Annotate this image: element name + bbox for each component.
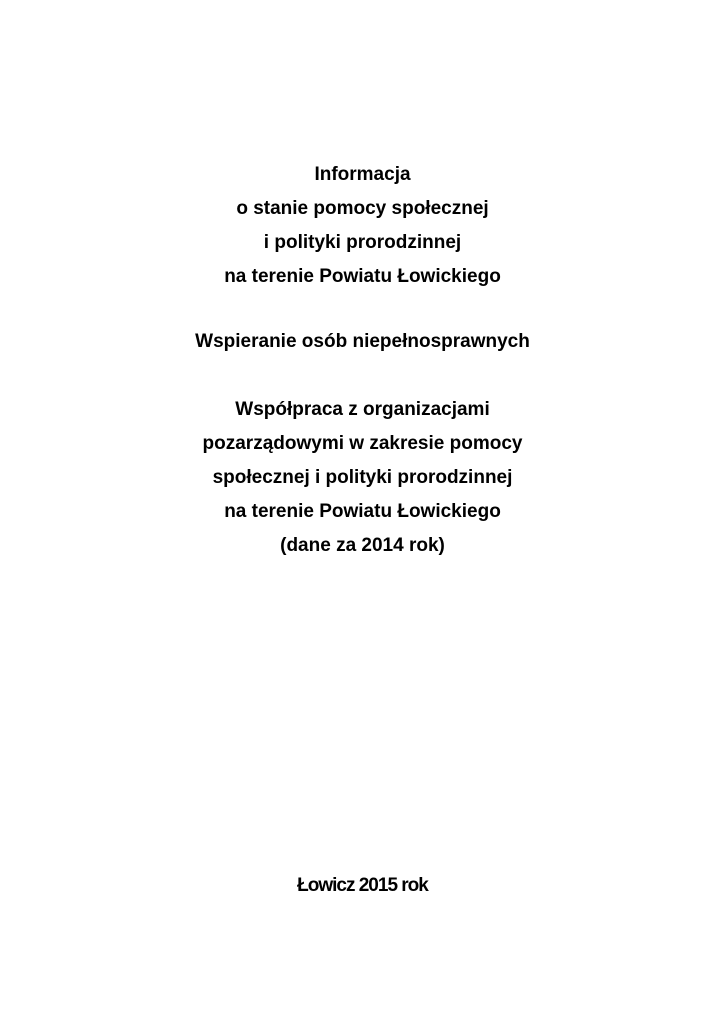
section-line: pozarządowymi w zakresie pomocy — [202, 433, 523, 454]
section-line: Współpraca z organizacjami — [235, 399, 490, 420]
title-line: na terenie Powiatu Łowickiego — [224, 266, 501, 287]
document-title — [0, 158, 725, 294]
section-line: (dane za 2014 rok) — [280, 535, 445, 556]
section-line: społecznej i polityki prorodzinnej — [212, 467, 513, 488]
title-line: i polityki prorodzinnej — [263, 232, 462, 253]
footer-place-year — [0, 869, 725, 903]
footer-text: Łowicz 2015 rok — [297, 875, 428, 896]
section-heading-ngo-cooperation — [0, 393, 725, 563]
title-line: o stanie pomocy społecznej — [236, 198, 489, 219]
section-heading-text: Wspieranie osób niepełnosprawnych — [195, 331, 530, 352]
title-line: Informacja — [314, 164, 411, 185]
section-heading-disabled-support — [0, 325, 725, 359]
section-line: na terenie Powiatu Łowickiego — [224, 501, 501, 522]
